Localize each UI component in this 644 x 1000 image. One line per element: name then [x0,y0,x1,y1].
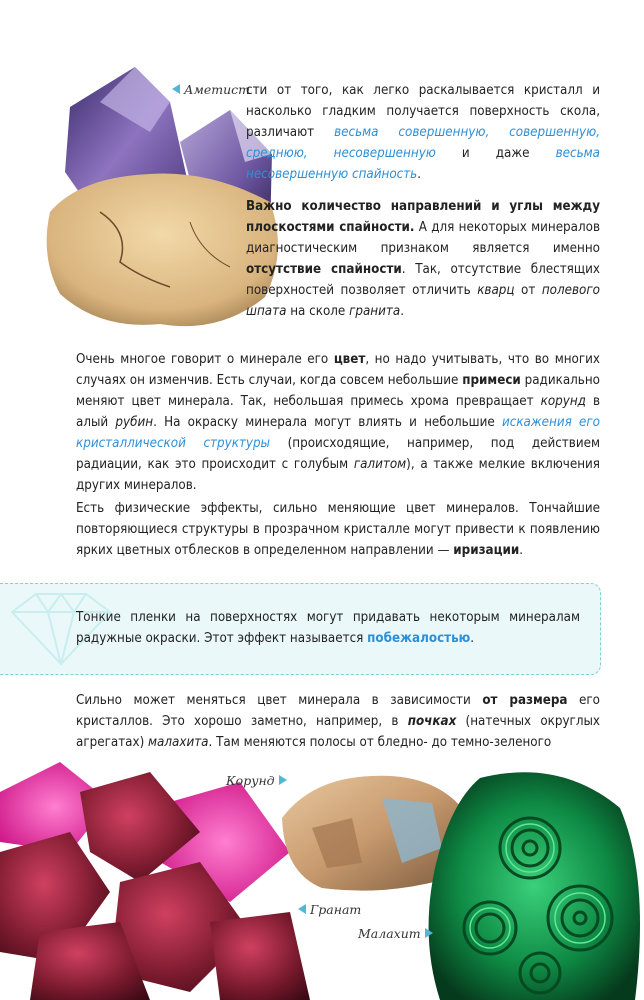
arrow-right-icon [425,928,433,938]
text-segment: Сильно может меняться цвет минерала в зависимости [76,693,483,708]
caption-amethyst [172,82,250,97]
text-segment: от [514,283,542,298]
highlight-structure-distortion: искажения его кристаллической структуры [76,415,600,451]
bold-segment: от размера [482,693,568,708]
italic-segment: галитом [353,457,407,472]
caption-garnet [298,902,361,917]
text-segment: и даже [435,146,556,161]
paragraph-color [76,349,600,496]
text-segment: ), а также мелкие включения других минералов. [76,457,600,493]
italic-segment: корунд [540,394,586,409]
text-segment: . [519,543,524,558]
text-segment: А для некоторых минералов диагностическим признаком является именно [246,220,600,256]
text-segment: сти от того, как легко раскалывается кристалл и насколько гладким получается поверхность скола, различают [246,83,600,140]
text-segment: Очень многое говорит о минерале его [76,352,334,367]
text-segment: на сколе [286,304,350,319]
text-segment: в алый [76,394,600,430]
bold-segment: цвет [333,352,366,367]
italic-segment: малахита [148,735,209,750]
text-segment: . [470,631,475,646]
bold-italic-segment: почках [407,714,457,729]
caption-malachite [358,926,433,941]
text-segment: Тонкие пленки на поверхностях могут придавать некоторым минералам радужные окраски. Этот эффект называется [76,610,580,646]
bold-segment: примеси [462,373,521,388]
italic-segment: рубин [115,415,154,430]
caption-amethyst-text: Аметист [183,82,250,97]
text-segment: . Там меняются полосы от бледно- до темно-зеленого [208,735,552,750]
caption-garnet-text: Гранат [309,902,362,917]
bold-segment: отсутствие спайности [246,262,402,277]
italic-segment: гранита [349,304,401,319]
malachite-image [420,768,644,1000]
bold-segment: Важно количество направлений и углы между плоскостями спайности. [246,199,600,235]
paragraph-cleavage-angles [246,196,600,322]
highlight-tarnish: побежалостью [367,631,471,646]
text-segment: его кристаллов. Это хорошо заметно, например, в [76,693,600,729]
caption-corundum-text: Корунд [226,773,275,788]
text-segment: (натечных округлых агрегатах) [76,714,600,750]
text-segment: . [400,304,405,319]
text-segment: радикально меняют цвет минерала. Так, небольшая примесь хрома превращает [76,373,600,409]
highlight-cleavage-types: весьма совершенную, совершенную, среднюю, несовершенную [246,125,600,161]
note-tarnish [76,607,580,649]
paragraph-iridescence [76,498,600,561]
garnet-image [0,762,310,1000]
text-segment: (происходящие, например, под действием радиации, как это происходит с голубым [76,436,600,472]
text-segment: . [417,167,422,182]
paragraph-crystal-size [76,690,600,753]
arrow-left-icon [298,904,306,914]
text-segment: . На окраску минерала могут влиять и небольшие [153,415,502,430]
italic-segment: кварц [477,283,515,298]
text-segment: Есть физические эффекты, сильно меняющие цвет минералов. Тончайшие повторяющиеся структуры в прозрачном кристалле могут привести к появлению ярких цветных отблесков в определенном направлении — [76,501,600,558]
caption-malachite-text: Малахит [358,926,421,941]
arrow-left-icon [172,84,180,94]
paragraph-cleavage [246,80,600,185]
bold-segment: иризации [453,543,520,558]
arrow-right-icon [279,775,287,785]
italic-segment: полевого шпата [246,283,600,319]
caption-corundum [226,773,287,788]
highlight-very-imperfect: весьма несовершенную спайность [246,146,600,182]
text-segment: . Так, отсутствие блестящих поверхностей позволяет отличить [246,262,600,298]
text-segment: , но надо учитывать, что во многих случаях он изменчив. Есть случаи, когда совсем небольшие [76,352,600,388]
